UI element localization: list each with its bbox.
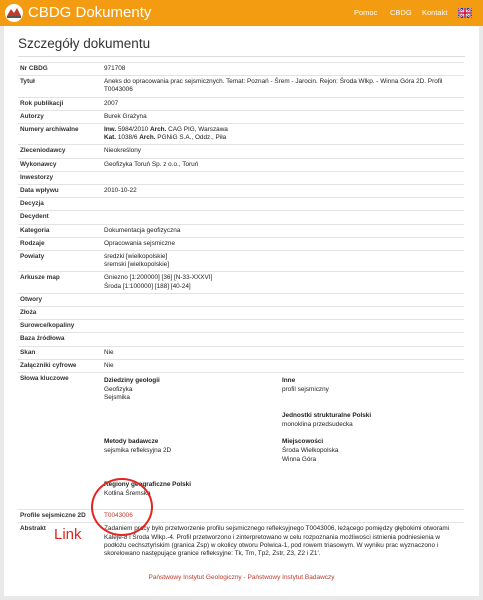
brand-title[interactable]: CBDG Dokumenty <box>28 4 152 21</box>
keyword-item[interactable]: Winna Góra <box>282 455 317 463</box>
row-label: Autorzy <box>18 110 102 123</box>
detail-row <box>18 97 464 110</box>
county-line: śremski [wielkopolskie] <box>104 261 169 269</box>
detail-row <box>18 63 464 76</box>
row-label: Zleceniodawcy <box>18 145 102 158</box>
row-value <box>102 124 464 145</box>
row-value: Nieokreślony <box>102 145 464 158</box>
footer-link[interactable]: Państwowy Instytut Geologiczny - Państwowy Instytut Badawczy <box>148 574 335 581</box>
row-value: Nie <box>102 346 464 359</box>
keyword-item[interactable]: profil sejsmiczny <box>282 386 329 394</box>
row-label: Inwestorzy <box>18 171 102 184</box>
keywords-grid <box>102 373 464 510</box>
keyword-heading: Dziedziny geologii <box>104 377 160 385</box>
detail-row <box>18 171 464 184</box>
row-value <box>102 320 464 333</box>
detail-row <box>18 110 464 123</box>
row-label: Tytuł <box>18 76 102 97</box>
detail-row <box>18 320 464 333</box>
detail-row <box>18 251 464 272</box>
row-label: Skan <box>18 346 102 359</box>
keyword-heading: Jednostki strukturalne Polski <box>282 411 372 419</box>
row-value: Burek Grażyna <box>102 110 464 123</box>
row-value <box>102 307 464 320</box>
row-label: Rodzaje <box>18 237 102 250</box>
row-label: Kategoria <box>18 224 102 237</box>
archive-key: Kat. <box>104 134 117 142</box>
row-value: Geofizyka Toruń Sp. z o.o., Toruń <box>102 158 464 171</box>
profile-link[interactable]: T0043006 <box>104 512 133 520</box>
detail-row <box>18 185 464 198</box>
detail-row <box>18 333 464 346</box>
profile-row <box>18 510 464 523</box>
archive-key: Arch. <box>149 126 167 134</box>
row-label: Złoża <box>18 307 102 320</box>
row-label: Decydent <box>18 211 102 224</box>
nav-link-contact[interactable]: Kontakt <box>422 8 448 17</box>
row-value: 971708 <box>102 63 464 76</box>
row-value <box>102 333 464 346</box>
keyword-heading: Inne <box>282 377 296 385</box>
row-label: Załączniki cyfrowe <box>18 359 102 372</box>
row-label: Powiaty <box>18 251 102 272</box>
cbdg-logo-icon[interactable] <box>4 3 24 23</box>
row-label: Otwory <box>18 293 102 306</box>
keyword-group <box>282 377 452 412</box>
abstract-text: Zadaniem pracy było przetworzenie profilu sejsmicznego refleksyjnego T0043006, leżącego pomiędzy głębokimi otworami Kaleje-8 i Środa Wlkp.-4. Profil przetworzono i zinterpretowano w celu rozpoznania możliwości istnienia podniesienia w podłożu cechsztyńskim (granica Zsp) w okolicy otworu Polwica-1, pod rowem triasowym. W wyniku prac wyznaczono i skorelowano następujące granice refleksyjne: Tk, Tm, Tp2, Zstr, Z3, Z2 i Z1'. <box>102 523 464 560</box>
row-value: Dokumentacja geofizyczna <box>102 224 464 237</box>
keyword-item[interactable]: sejsmika refleksyjna 2D <box>104 447 172 455</box>
row-value <box>102 198 464 211</box>
uk-flag-icon[interactable] <box>458 8 472 18</box>
detail-row <box>18 272 464 293</box>
nav-link-help[interactable]: Pomoc <box>354 8 378 17</box>
county-line: średzki [wielkopolskie] <box>104 253 168 261</box>
detail-row <box>18 224 464 237</box>
abstract-row <box>18 523 464 560</box>
keywords-row <box>18 373 464 510</box>
row-label: Surowce/kopaliny <box>18 320 102 333</box>
nav-link-cbdg[interactable]: CBDG <box>390 8 412 17</box>
row-value: 2007 <box>102 97 464 110</box>
row-label: Abstrakt <box>18 523 102 560</box>
details-table <box>18 62 464 560</box>
detail-row <box>18 158 464 171</box>
keyword-item[interactable]: Geofizyka <box>104 386 133 394</box>
row-value <box>102 293 464 306</box>
detail-row <box>18 359 464 372</box>
annotation-circle <box>91 478 153 536</box>
archive-place: CAG PIG, Warszawa <box>166 126 228 134</box>
keyword-heading: Miejscowości <box>282 438 324 446</box>
row-value <box>102 211 464 224</box>
document-panel <box>4 26 479 596</box>
keyword-heading: Metody badawcze <box>104 438 159 446</box>
row-value <box>102 251 464 272</box>
detail-row <box>18 237 464 250</box>
row-label: Numery archiwalne <box>18 124 102 145</box>
archive-number: 5984/2010 <box>116 126 150 134</box>
row-value: Aneks do opracowania prac sejsmicznych. Temat: Poznań - Śrem - Jarocin. Rejon: Środa Wlkp. - Winna Góra 2D. Profil T0043006 <box>102 76 464 97</box>
keyword-group <box>282 438 452 473</box>
row-value <box>102 171 464 184</box>
page-title: Szczegóły dokumentu <box>18 36 151 51</box>
keyword-item[interactable]: monoklina przedsudecka <box>282 420 353 428</box>
row-label: Rok publikacji <box>18 97 102 110</box>
row-label: Baza źródłowa <box>18 333 102 346</box>
archive-key: Inw. <box>104 126 117 134</box>
map-sheet-line: Środa [1:100000] [188] [40-24] <box>104 282 191 290</box>
keyword-group <box>104 377 282 412</box>
title-divider <box>18 56 465 57</box>
row-label: Wykonawcy <box>18 158 102 171</box>
keyword-item[interactable]: Sejsmika <box>104 394 130 402</box>
keyword-item[interactable]: Kotlina Śremska <box>104 489 151 497</box>
detail-row <box>18 145 464 158</box>
keyword-group <box>104 438 282 473</box>
row-value: 2010-10-22 <box>102 185 464 198</box>
row-label: Arkusze map <box>18 272 102 293</box>
archive-number: 1038/6 <box>116 134 140 142</box>
keyword-item[interactable]: Środa Wielkopolska <box>282 447 339 455</box>
archive-line <box>104 134 462 142</box>
row-value: Nie <box>102 359 464 372</box>
header-bar <box>0 0 483 26</box>
detail-row <box>18 346 464 359</box>
keyword-heading: Regiony geograficzne Polski <box>104 480 192 488</box>
detail-row <box>18 293 464 306</box>
archive-key: Arch. <box>139 134 156 142</box>
keyword-group <box>282 412 452 438</box>
annotation-label: Link <box>54 526 82 543</box>
row-value: Opracowania sejsmiczne <box>102 237 464 250</box>
map-sheet-line: Gniezno [1:200000] [36] [N-33-XXXVI] <box>104 274 213 282</box>
keyword-group-empty <box>104 412 282 438</box>
row-value <box>102 272 464 293</box>
row-label: Słowa kluczowe <box>18 373 102 510</box>
detail-row <box>18 198 464 211</box>
detail-row <box>18 124 464 145</box>
row-label: Decyzja <box>18 198 102 211</box>
archive-place: PGNiG S.A., Oddz., Piła <box>155 134 227 142</box>
row-label: Profile sejsmiczne 2D <box>18 510 102 523</box>
detail-row <box>18 211 464 224</box>
row-label: Nr CBDG <box>18 63 102 76</box>
detail-row <box>18 76 464 97</box>
row-label: Data wpływu <box>18 185 102 198</box>
archive-line <box>104 126 462 134</box>
detail-row <box>18 307 464 320</box>
